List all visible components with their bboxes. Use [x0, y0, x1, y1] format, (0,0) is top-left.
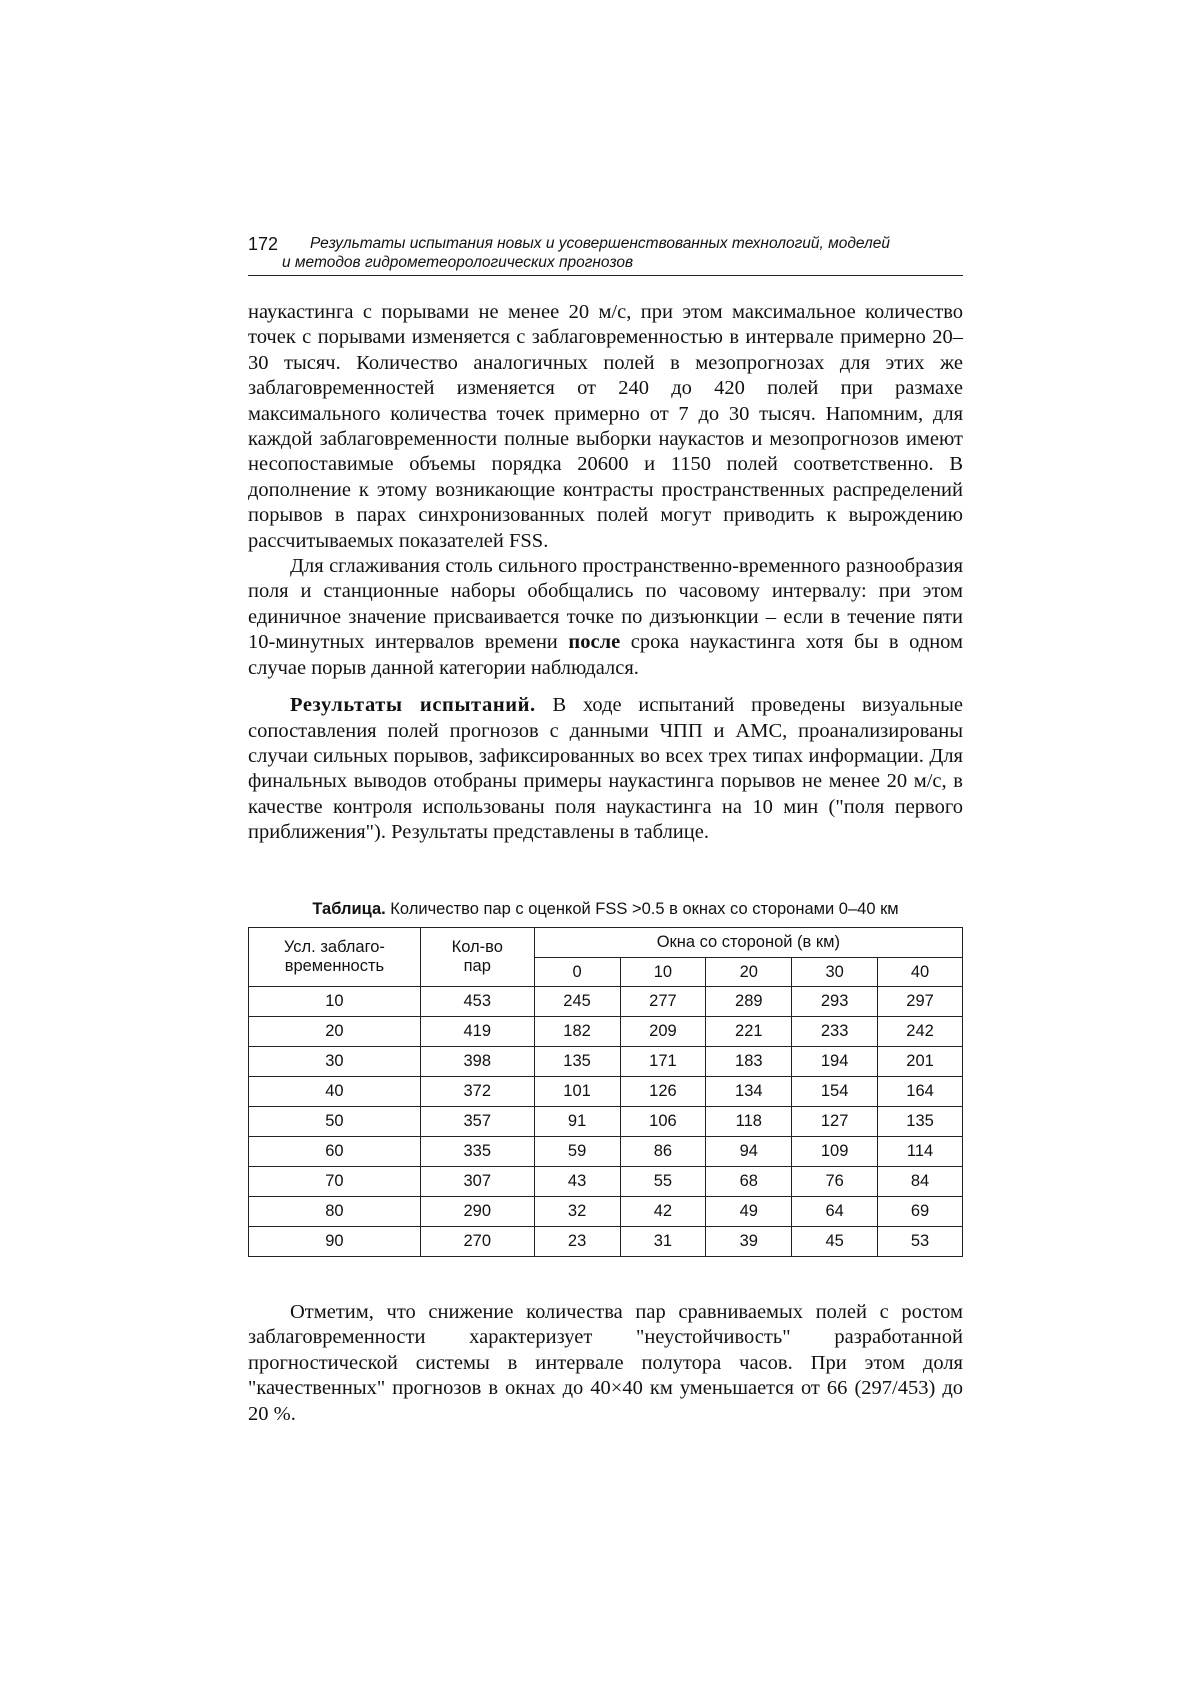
header-window-group: Окна со стороной (в км) — [534, 928, 962, 958]
section-heading-results: Результаты испытаний. — [290, 694, 536, 717]
table-cell: 31 — [620, 1227, 706, 1257]
table-cell: 335 — [420, 1137, 534, 1167]
table-cell: 49 — [706, 1197, 792, 1227]
table-cell: 270 — [420, 1227, 534, 1257]
header-window-40: 40 — [878, 958, 963, 987]
header-lead-time — [249, 928, 421, 987]
table-cell: 135 — [878, 1107, 963, 1137]
header-window-30: 30 — [792, 958, 878, 987]
table-cell: 182 — [534, 1017, 620, 1047]
table-cell: 40 — [249, 1077, 421, 1107]
table-cell: 289 — [706, 987, 792, 1017]
table-row — [249, 1227, 963, 1257]
table-row — [249, 1077, 963, 1107]
table-cell: 32 — [534, 1197, 620, 1227]
table-cell: 307 — [420, 1167, 534, 1197]
table-cell: 53 — [878, 1227, 963, 1257]
paragraph-4: Отметим, что снижение количества пар сравниваемых полей с ростом заблаговременности характеризует "неустойчивость" разработанной прогностической системы в интервале полутора часов. При этом доля "качественных" прогнозов в окнах до 40×40 км уменьшается от 66 (297/453) до 20 %. — [248, 1301, 963, 1425]
table-cell: 154 — [792, 1077, 878, 1107]
table-cell: 20 — [249, 1017, 421, 1047]
table-cell: 233 — [792, 1017, 878, 1047]
table-cell: 134 — [706, 1077, 792, 1107]
table-cell: 209 — [620, 1017, 706, 1047]
table-cell: 419 — [420, 1017, 534, 1047]
table-cell: 398 — [420, 1047, 534, 1077]
table-cell: 297 — [878, 987, 963, 1017]
table-cell: 59 — [534, 1137, 620, 1167]
table-cell: 109 — [792, 1137, 878, 1167]
table-caption-label: Таблица. — [312, 900, 386, 918]
table-cell: 30 — [249, 1047, 421, 1077]
table-cell: 94 — [706, 1137, 792, 1167]
table-cell: 64 — [792, 1197, 878, 1227]
table-cell: 76 — [792, 1167, 878, 1197]
body-text-bottom — [248, 1300, 963, 1427]
header-title-line1: Результаты испытания новых и усовершенствованных технологий, моделей — [310, 235, 891, 252]
page-number: 172 — [248, 234, 279, 254]
table-row — [249, 1107, 963, 1137]
table-cell: 69 — [878, 1197, 963, 1227]
table-cell: 126 — [620, 1077, 706, 1107]
table-cell: 45 — [792, 1227, 878, 1257]
table-cell: 84 — [878, 1167, 963, 1197]
table-cell: 50 — [249, 1107, 421, 1137]
table-cell: 55 — [620, 1167, 706, 1197]
table-row — [249, 1137, 963, 1167]
paragraph-3-text: В ходе испытаний проведены визуальные сопоставления полей прогнозов с данными ЧПП и АМС, проанализированы случаи сильных порывов, зафиксированных во всех трех типах информации. Для финальных выводов отобраны примеры наукастинга порывов не менее 20 м/с, в качестве контроля использованы поля наукастинга на 10 мин ("поля первого приближения"). Результаты представлены в таблице. — [248, 694, 964, 844]
header-window-0: 0 — [534, 958, 620, 987]
header-pairs-line1: Кол-во — [451, 938, 503, 956]
paragraph-3 — [248, 693, 963, 845]
table-cell: 171 — [620, 1047, 706, 1077]
table-cell: 135 — [534, 1047, 620, 1077]
table-cell: 91 — [534, 1107, 620, 1137]
table-cell: 221 — [706, 1017, 792, 1047]
table-cell: 372 — [420, 1077, 534, 1107]
header-lead-time-line2: временность — [284, 957, 385, 975]
table-cell: 68 — [706, 1167, 792, 1197]
table-cell: 23 — [534, 1227, 620, 1257]
header-pairs — [420, 928, 534, 987]
table-cell: 118 — [706, 1107, 792, 1137]
table-cell: 183 — [706, 1047, 792, 1077]
table-cell: 60 — [249, 1137, 421, 1167]
paragraph-2-bold: после — [568, 631, 621, 654]
table-cell: 80 — [249, 1197, 421, 1227]
table-cell: 290 — [420, 1197, 534, 1227]
table-cell: 201 — [878, 1047, 963, 1077]
paragraph-2-text-a: Для сглаживания столь сильного пространственно-временного разнообразия поля и станционные наборы обобщались по часовому интервалу: при этом единичное значение присваивается точке по дизъюнкции – если в течение пяти 10-минутных интервалов времени — [248, 555, 963, 654]
table-cell: 164 — [878, 1077, 963, 1107]
table-cell: 86 — [620, 1137, 706, 1167]
running-header — [248, 234, 963, 276]
table-cell: 114 — [878, 1137, 963, 1167]
table-cell: 293 — [792, 987, 878, 1017]
table-cell: 453 — [420, 987, 534, 1017]
header-window-10: 10 — [620, 958, 706, 987]
paragraph-2-text-b: срока наукастинга хотя бы в одном случае порыв данной категории наблюдался. — [248, 631, 964, 679]
table-cell: 42 — [620, 1197, 706, 1227]
table-caption — [248, 900, 963, 919]
table-row — [249, 1047, 963, 1077]
paragraph-2 — [248, 554, 963, 681]
table-row — [249, 1197, 963, 1227]
table-row — [249, 1017, 963, 1047]
table-cell: 106 — [620, 1107, 706, 1137]
paragraph-1: наукастинга с порывами не менее 20 м/с, при этом максимальное количество точек с порывами изменяется с заблаговременностью в интервале примерно 20–30 тысяч. Количество аналогичных полей в мезопрогнозах для этих же заблаговременностей изменяется от 240 до 420 полей при размахе максимального количества точек примерно от 7 до 30 тысяч. Напомним, для каждой заблаговременности полные выборки наукастов и мезопрогнозов имеют несопоставимые объемы порядка 20600 и 1150 полей соответственно. В дополнение к этому возникающие контрасты пространственных распределений порывов в парах синхронизованных полей могут приводить к вырождению рассчитываемых показателей FSS. — [248, 301, 963, 552]
table-cell: 101 — [534, 1077, 620, 1107]
header-title-line2: и методов гидрометеорологических прогнозов — [282, 254, 634, 271]
table-cell: 43 — [534, 1167, 620, 1197]
table-cell: 194 — [792, 1047, 878, 1077]
table-cell: 70 — [249, 1167, 421, 1197]
table-caption-text: Количество пар с оценкой FSS >0.5 в окнах со сторонами 0–40 км — [390, 900, 899, 918]
table-cell: 10 — [249, 987, 421, 1017]
table-cell: 90 — [249, 1227, 421, 1257]
table-cell: 242 — [878, 1017, 963, 1047]
table-cell: 357 — [420, 1107, 534, 1137]
table-row — [249, 987, 963, 1017]
header-window-20: 20 — [706, 958, 792, 987]
header-pairs-line2: пар — [463, 957, 491, 975]
table-row — [249, 1167, 963, 1197]
table-cell: 127 — [792, 1107, 878, 1137]
header-lead-time-line1: Усл. заблаго- — [283, 938, 385, 956]
table-cell: 245 — [534, 987, 620, 1017]
table-cell: 277 — [620, 987, 706, 1017]
body-text-top — [248, 300, 963, 846]
table-body — [249, 987, 963, 1257]
table-cell: 39 — [706, 1227, 792, 1257]
fss-table — [248, 927, 963, 1257]
